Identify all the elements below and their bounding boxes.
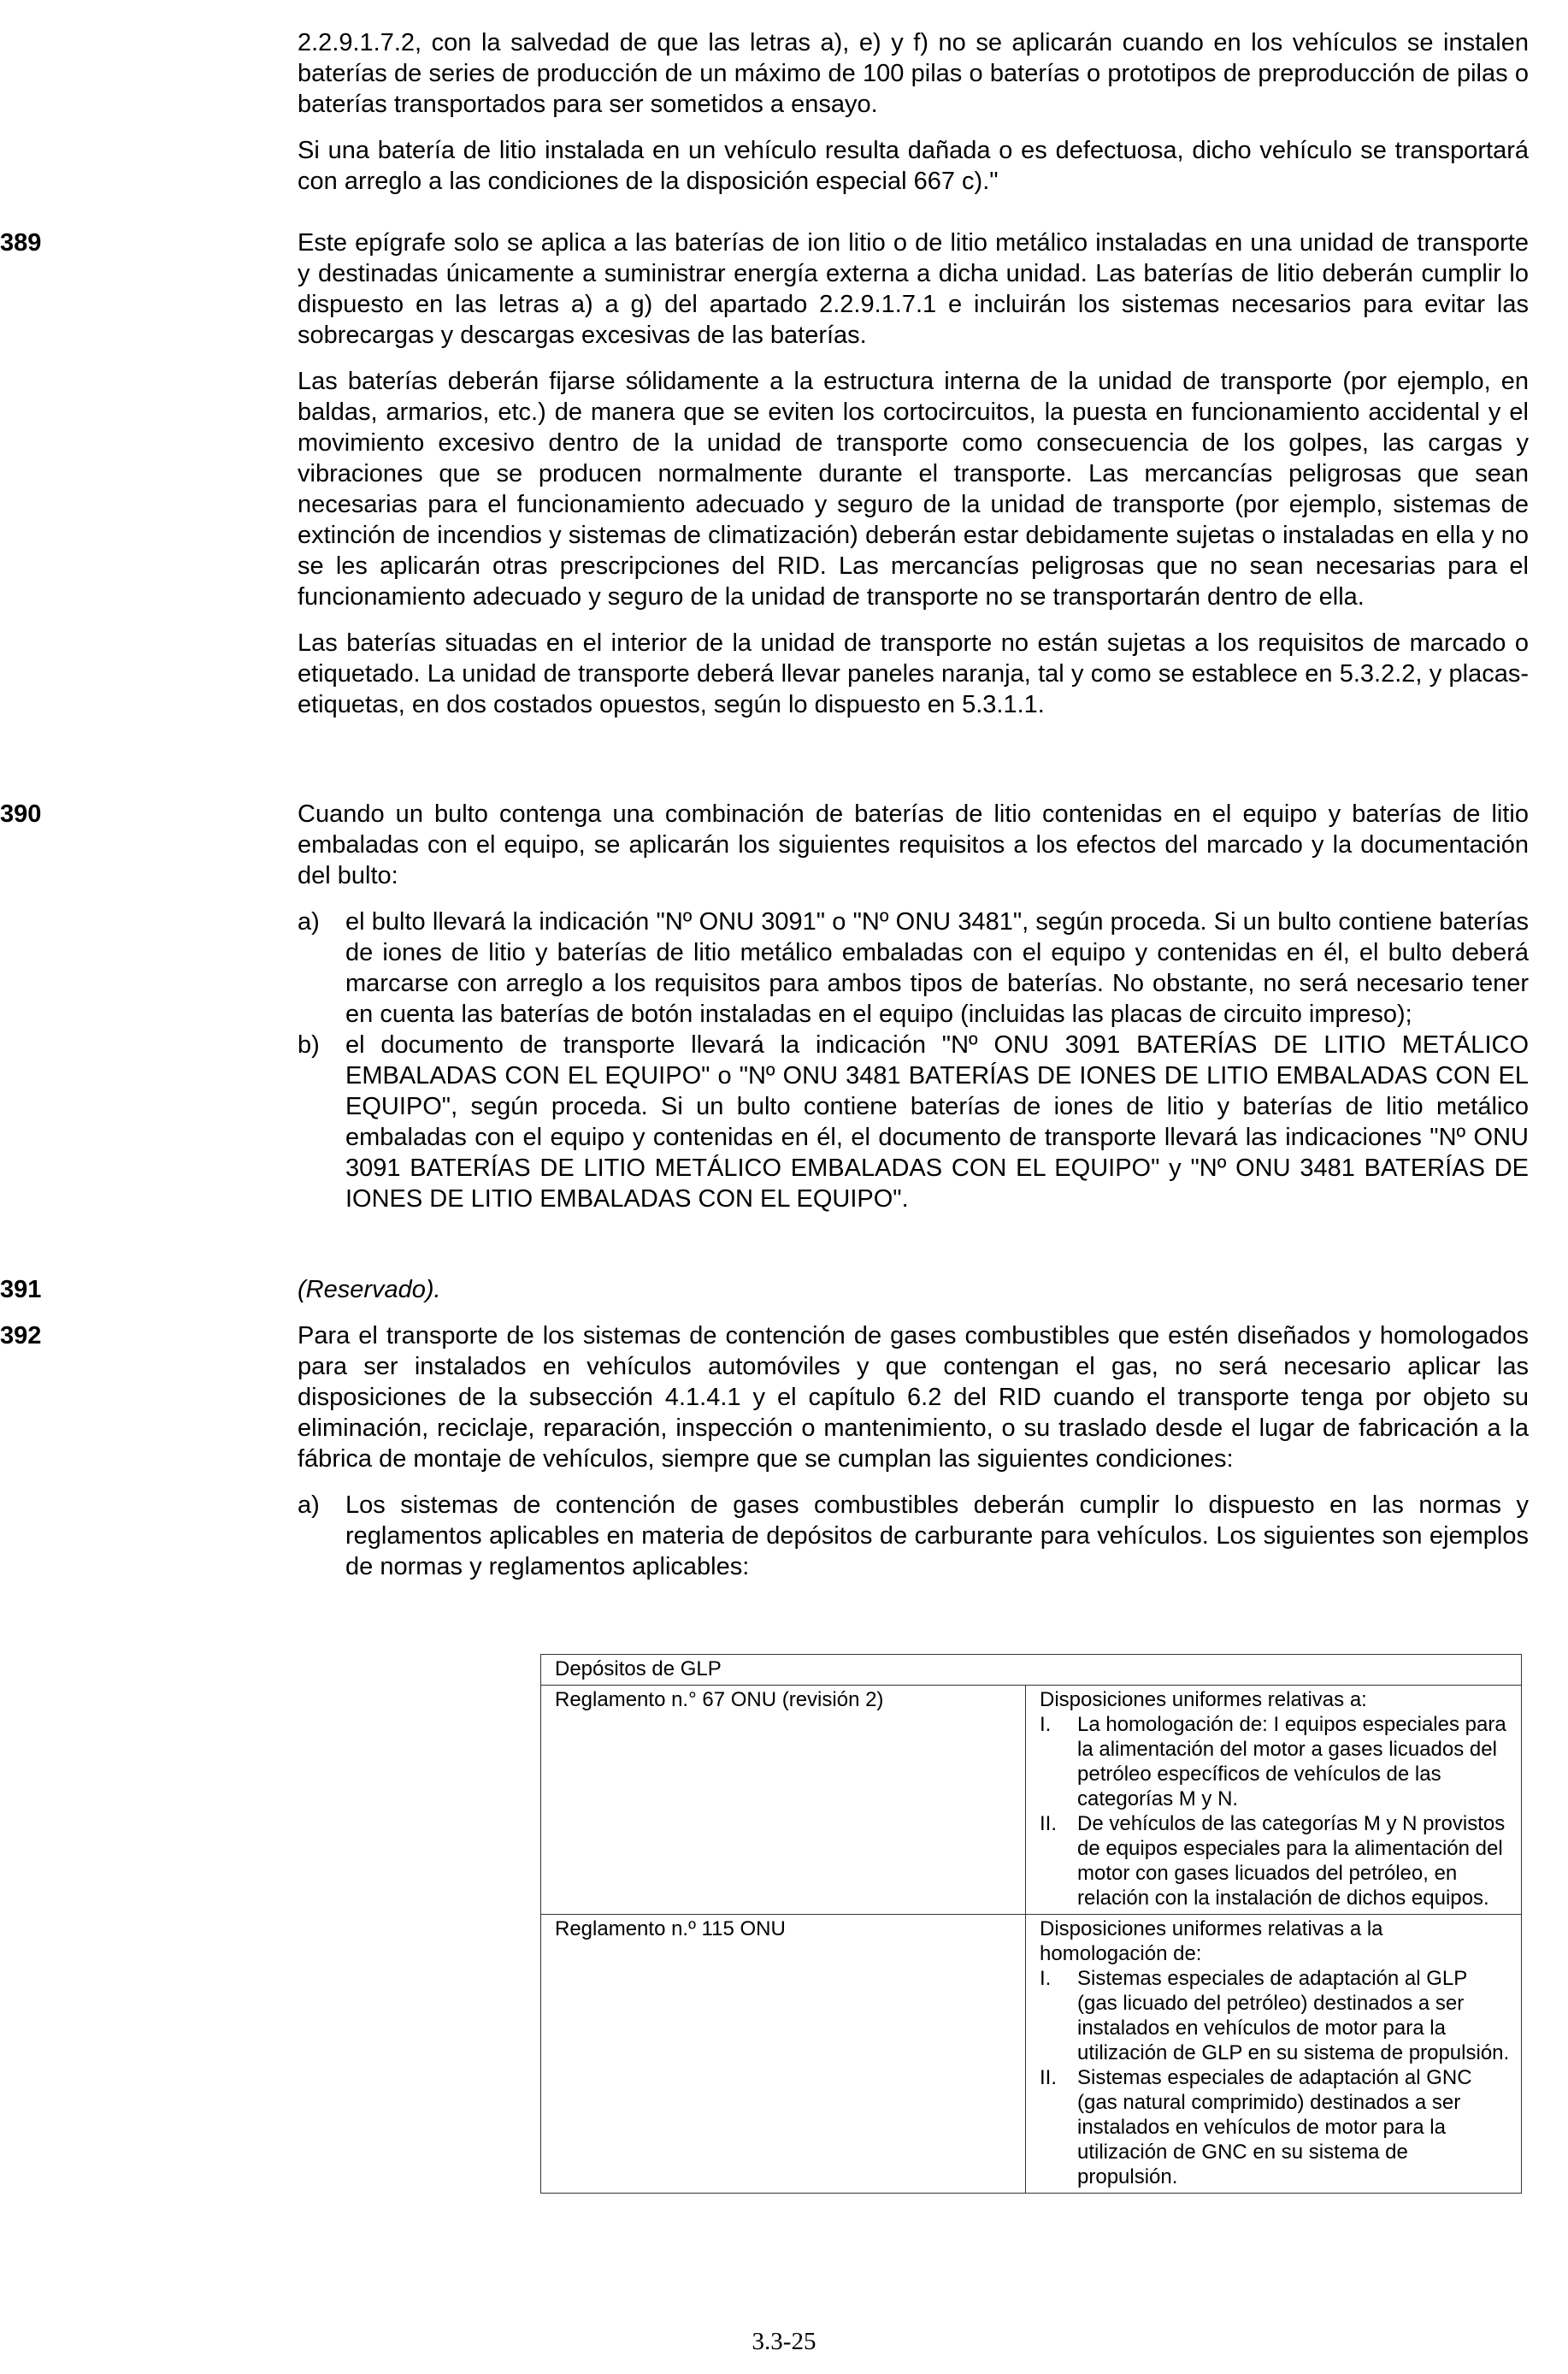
list-item	[203, 1490, 1529, 1582]
table-cell-regulation: Reglamento n.° 67 ONU (revisión 2)	[541, 1686, 1026, 1915]
entry-389-paragraph-2: Las baterías deberán fijarse sólidamente a la estructura interna de la unidad de transporte (por ejemplo, en baldas, armarios, etc.) de manera que se eviten los cortocircuitos, la puesta en funcionamiento accidental y el movimiento excesivo dentro de la unidad de transporte como consecuencia de los golpes, las cargas y vibraciones que se producen normalmente durante el transporte. Las mercancías peligrosas que sean necesarias para el funcionamiento adecuado y seguro de la unidad de transporte (por ejemplo, sistemas de extinción de incendios y sistemas de climatización) deberán estar debidamente sujetas o instaladas en ella y no se les aplicarán otras prescripciones del RID. Las mercancías peligrosas que no sean necesarias para el funcionamiento adecuado y seguro de la unidad de transporte no se transportarán dentro de ella.	[298, 368, 1529, 611]
entry-number: 392	[0, 1322, 42, 1349]
table-header-row	[541, 1655, 1522, 1686]
list-item-text: el bulto llevará la indicación "Nº ONU 3091" o "Nº ONU 3481", según proceda. Si un bulto contiene baterías de iones de litio y baterías de litio metálico embaladas con el equipo y contenidas en él, el bulto deberá marcarse con arreglo a los requisitos para ambos tipos de baterías. No obstante, no será necesario tener en cuenta las baterías de botón instaladas en el equipo (incluidas las placas de circuito impreso);	[345, 908, 1529, 1028]
entry-number: 389	[0, 229, 42, 257]
table-cell-description	[1026, 1915, 1522, 2194]
list-item-text: La homologación de: I equipos especiales para la alimentación del motor a gases licuados del petróleo específicos de vehículos de las categorías M y N.	[1077, 1713, 1506, 1810]
entry-392-list	[203, 1490, 1529, 1582]
roman-numeral: II.	[1040, 2066, 1058, 2089]
list-item-text: Sistemas especiales de adaptación al GNC (gas natural comprimido) destinados a ser instalados en vehículos de motor para la utilización de GNC en su sistema de propulsión.	[1077, 2066, 1472, 2188]
list-item-text: el documento de transporte llevará la indicación "Nº ONU 3091 BATERÍAS DE LITIO METÁLICO EMBALADAS CON EL EQUIPO" o "Nº ONU 3481 BATERÍAS DE IONES DE LITIO EMBALADAS CON EL EQUIPO", según proceda. Si un bulto contiene baterías de iones de litio y baterías de litio metálico embaladas con el equipo y contenidas en él, el documento de transporte llevará las indicaciones "Nº ONU 3091 BATERÍAS DE LITIO METÁLICO EMBALADAS CON EL EQUIPO" y "Nº ONU 3481 BATERÍAS DE IONES DE LITIO EMBALADAS CON EL EQUIPO".	[345, 1031, 1529, 1213]
entry-389-paragraph-1: Este epígrafe solo se aplica a las baterías de ion litio o de litio metálico instaladas en una unidad de transporte y destinadas únicamente a suministrar energía externa a dicha unidad. Las baterías de litio deberán cumplir lo dispuesto en las letras a) a g) del apartado 2.2.9.1.7.1 e incluirán los sistemas necesarios para evitar las sobrecargas y descargas excesivas de las baterías.	[298, 229, 1529, 349]
entry-392-paragraph-1: Para el transporte de los sistemas de contención de gases combustibles que estén diseñados y homologados para ser instalados en vehículos automóviles y que contengan el gas, no será necesario aplicar las disposiciones de la subsección 4.1.4.1 y el capítulo 6.2 del RID cuando el transporte tenga por objeto su eliminación, reciclaje, reparación, inspección o mantenimiento, o su traslado desde el lugar de fabricación a la fábrica de montaje de vehículos, siempre que se cumplan las siguientes condiciones:	[298, 1322, 1529, 1473]
description-list	[1040, 1712, 1512, 1910]
intro-block	[203, 27, 1529, 212]
table-row	[541, 1686, 1522, 1915]
page-number: 3.3-25	[752, 2328, 816, 2355]
table-row	[541, 1915, 1522, 2194]
description-intro: Disposiciones uniformes relativas a:	[1040, 1688, 1367, 1711]
list-item	[1040, 1966, 1512, 2065]
table-cell-description	[1026, 1686, 1522, 1915]
roman-numeral: I.	[1040, 1967, 1052, 1990]
table-cell-regulation: Reglamento n.º 115 ONU	[541, 1915, 1026, 2194]
description-list	[1040, 1966, 1512, 2189]
entry-389	[0, 227, 1529, 735]
entry-number: 390	[0, 800, 42, 828]
list-item	[1040, 2065, 1512, 2189]
intro-paragraph-2: Si una batería de litio instalada en un vehículo resulta dañada o es defectuosa, dicho vehículo se transportará con arreglo a las condiciones de la disposición especial 667 c)."	[298, 137, 1529, 195]
roman-numeral: I.	[1040, 1713, 1052, 1736]
entry-390-list	[203, 906, 1529, 1214]
list-item-text: Sistemas especiales de adaptación al GLP (gas licuado del petróleo) destinados a ser instalados en vehículos de motor para la utilización de GLP en su sistema de propulsión.	[1077, 1967, 1510, 2064]
roman-numeral: II.	[1040, 1812, 1058, 1835]
entry-390	[0, 799, 1529, 1214]
list-item-label: a)	[298, 908, 320, 936]
entry-392	[0, 1320, 1529, 1582]
list-item-text: De vehículos de las categorías M y N provistos de equipos especiales para la alimentación del motor con gases licuados del petróleo, en relación con la instalación de dichos equipos.	[1077, 1812, 1506, 1910]
list-item	[203, 906, 1529, 1030]
description-intro: Disposiciones uniformes relativas a la homologación de:	[1040, 1917, 1383, 1965]
entry-391	[0, 1274, 1529, 1320]
list-item-text: Los sistemas de contención de gases combustibles deberán cumplir lo dispuesto en las normas y reglamentos aplicables en materia de depósitos de carburante para vehículos. Los siguientes son ejemplos de normas y reglamentos aplicables:	[345, 1491, 1529, 1580]
table-header-cell: Depósitos de GLP	[541, 1655, 1522, 1686]
list-item	[203, 1030, 1529, 1214]
intro-paragraph-1: 2.2.9.1.7.2, con la salvedad de que las letras a), e) y f) no se aplicarán cuando en los vehículos se instalen baterías de series de producción de un máximo de 100 pilas o baterías o prototipos de preproducción de pilas o baterías transportados para ser sometidos a ensayo.	[298, 29, 1529, 118]
entry-390-paragraph-1: Cuando un bulto contenga una combinación de baterías de litio contenidas en el equipo y baterías de litio embaladas con el equipo, se aplicarán los siguientes requisitos a los efectos del marcado y la documentación del bulto:	[298, 800, 1529, 889]
list-item-label: a)	[298, 1491, 320, 1519]
regulations-table	[540, 1654, 1522, 2194]
entry-389-paragraph-3: Las baterías situadas en el interior de la unidad de transporte no están sujetas a los requisitos de marcado o etiquetado. La unidad de transporte deberá llevar paneles naranja, tal y como se establece en 5.3.2.2, y placas-etiquetas, en dos costados opuestos, según lo dispuesto en 5.3.1.1.	[298, 629, 1529, 718]
list-item-label: b)	[298, 1031, 320, 1059]
list-item	[1040, 1811, 1512, 1910]
entry-number: 391	[0, 1276, 42, 1303]
list-item	[1040, 1712, 1512, 1811]
entry-391-text: (Reservado).	[298, 1276, 441, 1303]
